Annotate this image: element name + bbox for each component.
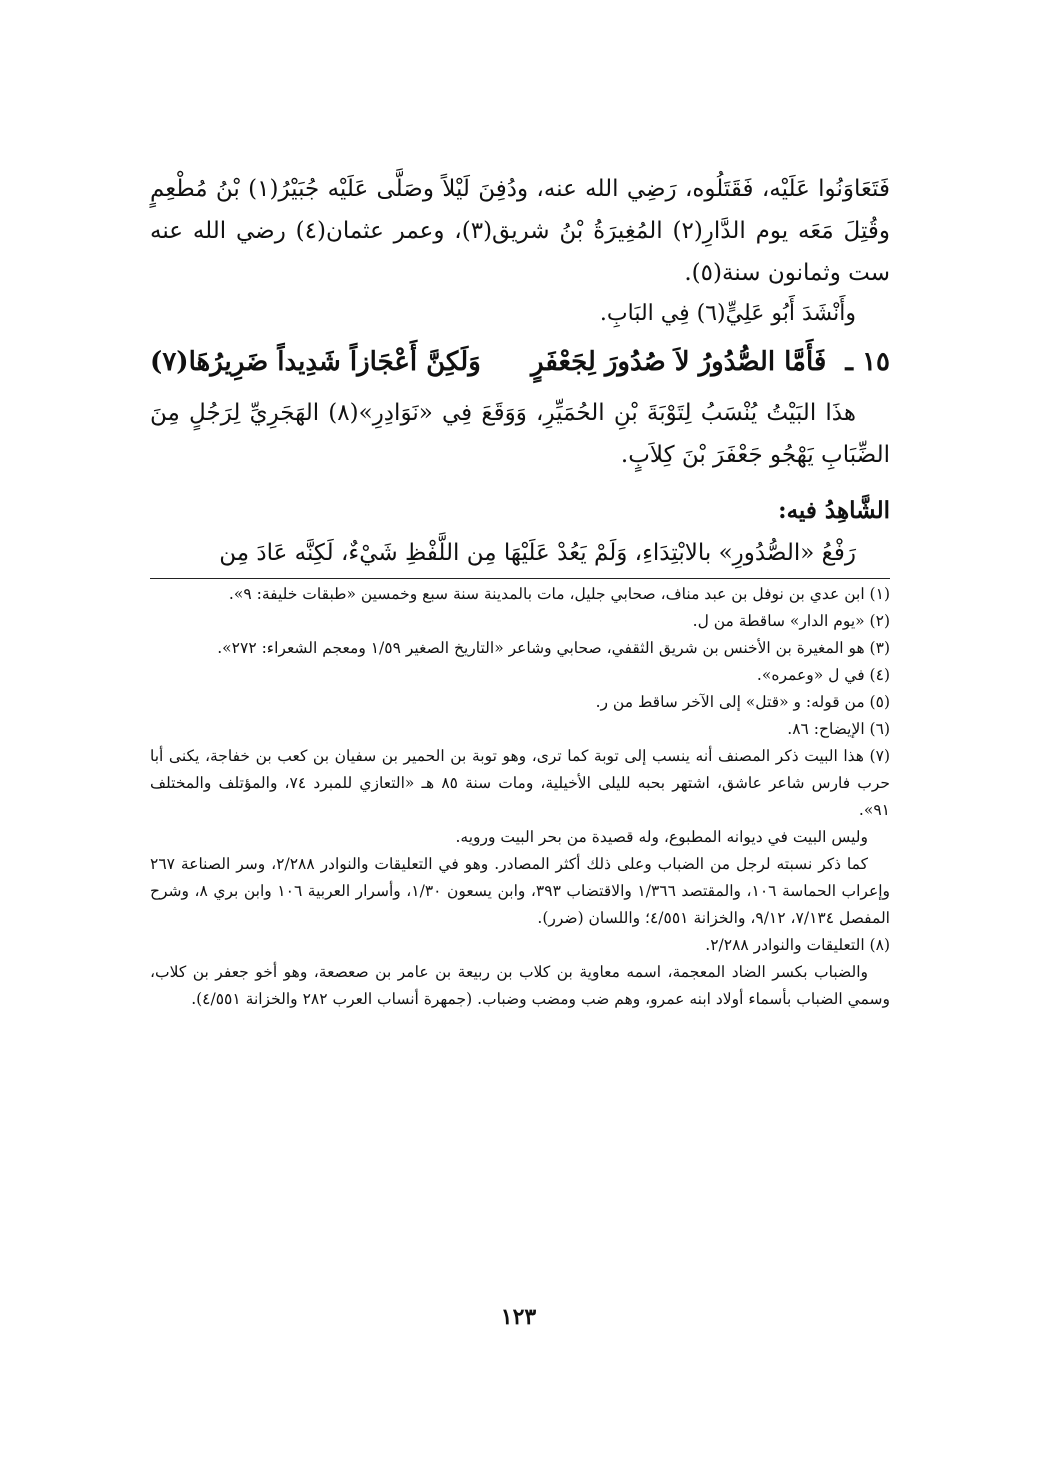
footnote-2: (٢) «يوم الدار» ساقطة من ل. — [692, 612, 890, 630]
paragraph-1: فَتَعَاوَنُوا عَلَيْه، فَقَتَلُوه، رَضِي الله عنه، ودُفِنَ لَيْلاً وصَلَّى عَلَيْه جُبَيْرُ(١) بْنُ مُطْعِمٍ وقُتِلَ مَعَه يوم الدَّارِ(٢) المُغِيرَةُ بْنُ شريق(٣)، وعمر عثمان(٤) رضي الله عنه ست وثمانون سنة(٥). — [150, 176, 890, 286]
footnote-divider — [150, 578, 890, 579]
paragraph-2: وأَنْشَدَ أَبُو عَلِيٍّ(٦) فِي البَابِ. — [599, 301, 856, 326]
footnote-7-continuation: وليس البيت في ديوانه المطبوع، وله قصيدة من بحر البيت ورويه. — [455, 828, 868, 846]
footnote-1: (١) ابن عدي بن نوفل بن عبد مناف، صحابي جليل، مات بالمدينة سنة سبع وخمسين «طبقات خليفة: ٩». — [228, 585, 890, 603]
verse-line — [150, 338, 890, 386]
footnote-8: (٨) التعليقات والنوادر ٢/٢٨٨. — [705, 936, 890, 954]
section-heading: الشَّاهِدُ فيه: — [778, 497, 890, 524]
footnotes — [150, 581, 890, 1013]
footnote-4: (٤) في ل «وعمره». — [756, 666, 890, 684]
paragraph-4: رَفْعُ «الصُّدُورِ» بالابْتِدَاءِ، وَلَمْ يَعُدْ عَلَيْهَا مِن اللَّفْظِ شَيْءٌ، لَكِنَّه عَادَ مِن — [219, 540, 856, 566]
verse-hemistich-1: فَأَمَّا الصُّدُورُ لاَ صُدُورَ لِجَعْفَرٍ — [531, 347, 827, 377]
paragraph-3: هذَا البَيْتُ يُنْسَبُ لِتَوْبَةَ بْنِ الحُمَيِّرِ، وَوَقَعَ فِي «نَوَادِرِ»(٨) الهَجَرِيِّ لِرَجُلٍ مِنَ الضِّبَابِ يَهْجُو جَعْفَرَ بْنَ كِلاَبٍ. — [150, 400, 890, 468]
footnote-7: (٧) هذا البيت ذكر المصنف أنه ينسب إلى توبة كما ترى، وهو توبة بن الحمير بن سفيان بن كعب بن خفاجة، يكنى أبا حرب فارس شاعر عاشق، اشتهر بحبه لليلى الأخيلية، ومات سنة ٨٥ هـ «التعازي للمبرد ٧٤، والمؤتلف والمختلف ٩١». — [150, 747, 890, 819]
verse-number: ١٥ ـ — [845, 347, 890, 377]
page-body — [150, 168, 890, 1013]
footnote-7-sources: كما ذكر نسبته لرجل من الضباب وعلى ذلك أكثر المصادر. وهو في التعليقات والنوادر ٢/٢٨٨، وسر الصناعة ٢٦٧ وإعراب الحماسة ١٠٦، والمقتصد ١/٣٦٦ والاقتضاب ٣٩٣، وابن يسعون ١/٣٠، وأسرار العربية ١٠٦ وابن بري ٨، وشرح المفصل ٧/١٣٤، ٩/١٢، والخزانة ٤/٥٥١؛ واللسان (ضرر). — [150, 855, 890, 927]
verse-hemistich-2: وَلَكِنَّ أَعْجَازاً شَدِيداً ضَرِيرُهَا(٧) — [150, 347, 481, 377]
main-text — [150, 168, 890, 574]
footnote-8-continuation: والضباب بكسر الضاد المعجمة، اسمه معاوية بن كلاب بن ربيعة بن عامر بن صعصعة، وهو أخو جعفر بن كلاب، وسمي الضباب بأسماء أولاد ابنه عمرو، وهم ضب ومضب وضباب. (جمهرة أنساب العرب ٢٨٢ والخزانة ٤/٥٥١). — [150, 963, 890, 1008]
footnote-5: (٥) من قوله: و «قتل» إلى الآخر ساقط من ر. — [595, 693, 890, 711]
verse-first-hemistich — [531, 338, 890, 386]
footnote-6: (٦) الإيضاح: ٨٦. — [787, 720, 890, 738]
footnote-3: (٣) هو المغيرة بن الأخنس بن شريق الثقفي، صحابي وشاعر «التاريخ الصغير ١/٥٩ ومعجم الشعراء: ٢٧٢». — [217, 639, 890, 657]
page-number: ١٢٣ — [500, 1304, 537, 1330]
